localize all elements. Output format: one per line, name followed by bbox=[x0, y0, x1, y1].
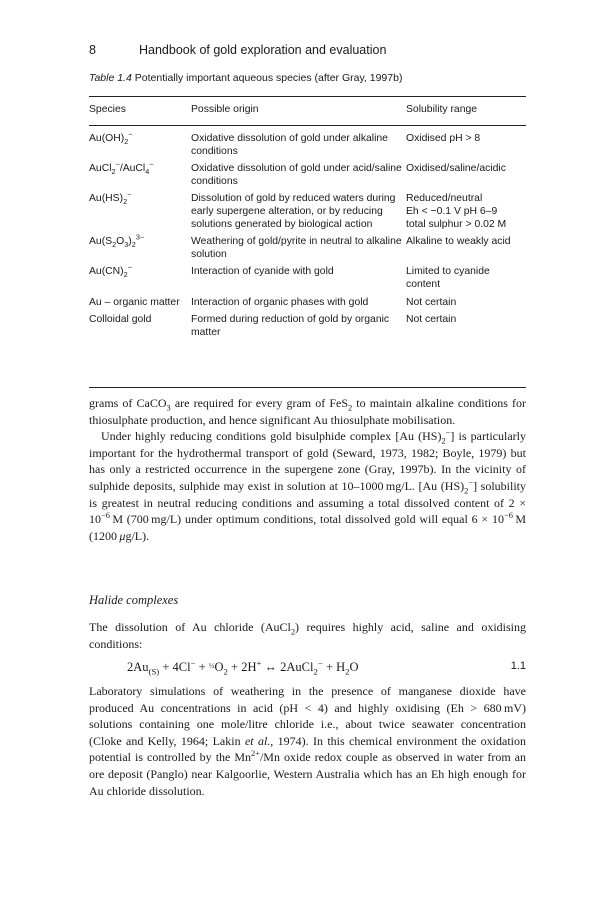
body-text-block-3 bbox=[89, 683, 526, 799]
solubility-cell: Not certain bbox=[406, 314, 457, 326]
column-header-solubility: Solubility range bbox=[406, 104, 478, 115]
body-text-block-2 bbox=[89, 619, 526, 652]
solubility-cell: Limited to cyanide content bbox=[406, 266, 490, 290]
solubility-cell: Oxidised/saline/acidic bbox=[406, 163, 506, 175]
species-cell: Colloidal gold bbox=[89, 314, 152, 326]
species-cell: $Au(CN)_2^-$ bbox=[89, 262, 132, 280]
species-cell: Au – organic matter bbox=[89, 296, 180, 308]
solubility-cell: Alkaline to weakly acid bbox=[406, 236, 511, 248]
origin-cell: Interaction of cyanide with gold bbox=[191, 266, 334, 278]
solubility-cell: Reduced/neutral Eh < −0.1 V pH 6–9 total sulphur > 0.02 M bbox=[406, 193, 507, 230]
table-top-rule bbox=[89, 96, 526, 97]
origin-cell: Formed during reduction of gold by organic matter bbox=[191, 314, 390, 338]
table-bottom-rule bbox=[89, 387, 526, 388]
paragraph-1: grams of CaCO$_3$ are required for every gram of FeS$_2$ to maintain alkaline conditions for thiosulphate production, and hence significant Au thiosulphate mobilisation. bbox=[89, 396, 526, 427]
equation-number: 1.1 bbox=[510, 660, 526, 672]
table-caption-label: Table 1.4 bbox=[89, 72, 132, 84]
table-caption bbox=[89, 72, 402, 84]
table-row bbox=[89, 236, 526, 266]
solubility-cell: Oxidised pH > 8 bbox=[406, 133, 481, 144]
equation-formula: $2Au_{(S)} + 4Cl^-$ + $\frac{1}{2}O_2 + 2H^+$ ↔ 2AuCl$_2$− + $H_2O$ bbox=[127, 657, 359, 677]
species-cell: $Au(S_2O_3)_2^{3-}$ bbox=[89, 232, 145, 250]
origin-cell: Oxidative dissolution of gold under acid/saline conditions bbox=[191, 163, 402, 187]
body-text-block-1 bbox=[89, 395, 526, 544]
table-row bbox=[89, 266, 526, 296]
column-header-origin: Possible origin bbox=[191, 104, 259, 115]
origin-cell: Dissolution of gold by reduced waters during early supergene alteration, or by reducing solutions generated by biological action bbox=[191, 193, 396, 230]
table-caption-text: Potentially important aqueous species (after Gray, 1997b) bbox=[134, 72, 403, 84]
table-row bbox=[89, 133, 526, 163]
species-cell: $Au(HS)_2^-$ bbox=[89, 189, 132, 207]
section-heading: Halide complexes bbox=[89, 593, 179, 607]
species-cell: $Au(OH)_2^-$ bbox=[89, 129, 133, 147]
page-number: 8 bbox=[89, 43, 96, 57]
species-cell: AuCl$_2$−/AuCl$_4$− bbox=[89, 159, 154, 177]
table-row bbox=[89, 297, 526, 315]
origin-cell: Interaction of organic phases with gold bbox=[191, 296, 369, 308]
running-title: Handbook of gold exploration and evaluation bbox=[139, 43, 387, 57]
column-header-species: Species bbox=[89, 104, 126, 115]
table-header-row bbox=[89, 98, 526, 128]
origin-cell: Weathering of gold/pyrite in neutral to alkaline solution bbox=[191, 236, 402, 260]
species-table bbox=[89, 98, 526, 344]
table-row bbox=[89, 163, 526, 193]
paragraph-2: Under highly reducing conditions gold bisulphide complex [Au $(HS)_2^-$] is particularly important for the hydrothermal transport of gold (Seward, 1973, 1982; Boyle, 1979) but has only a restricted occurrence in the supergene zone (Gray, 1997b). In the vicinity of sulphide deposits, sulphide may exist in solution at 10–1000 mg/L. [Au $(HS)_2^-$] solubility is greatest in neutral reducing conditions and assuming a total dissolved content of $2 \times 10^{-6}$ M (700 mg/L) under optimum conditions, total dissolved gold will equal $6 \times 10^{-6}$ M (1200 μg/L). bbox=[89, 428, 527, 543]
solubility-cell: Not certain bbox=[406, 296, 457, 308]
paragraph-4: Laboratory simulations of weathering in the presence of manganese dioxide have produced Au concentrations in acid (pH < 4) and highly oxidising (Eh > 680 mV) solutions containing one mole/litre chloride i.e., about twice seawater concentration (Cloke and Kelly, 1964; Lakin et al., 1974). In this chemical environment the oxidation potential is controlled by the $Mn^{2+}/Mn$ oxide redox couple as observed in water from an ore deposit (Panglo) near Kalgoorlie, Western Australia which has an Eh high enough for Au chloride dissolution. bbox=[89, 684, 527, 798]
table-row bbox=[89, 193, 526, 236]
paragraph-3: The dissolution of Au chloride (AuCl$_2$) requires highly acid, saline and oxidising conditions: bbox=[89, 620, 526, 651]
origin-cell: Oxidative dissolution of gold under alkaline conditions bbox=[191, 133, 388, 157]
table-row bbox=[89, 314, 526, 344]
